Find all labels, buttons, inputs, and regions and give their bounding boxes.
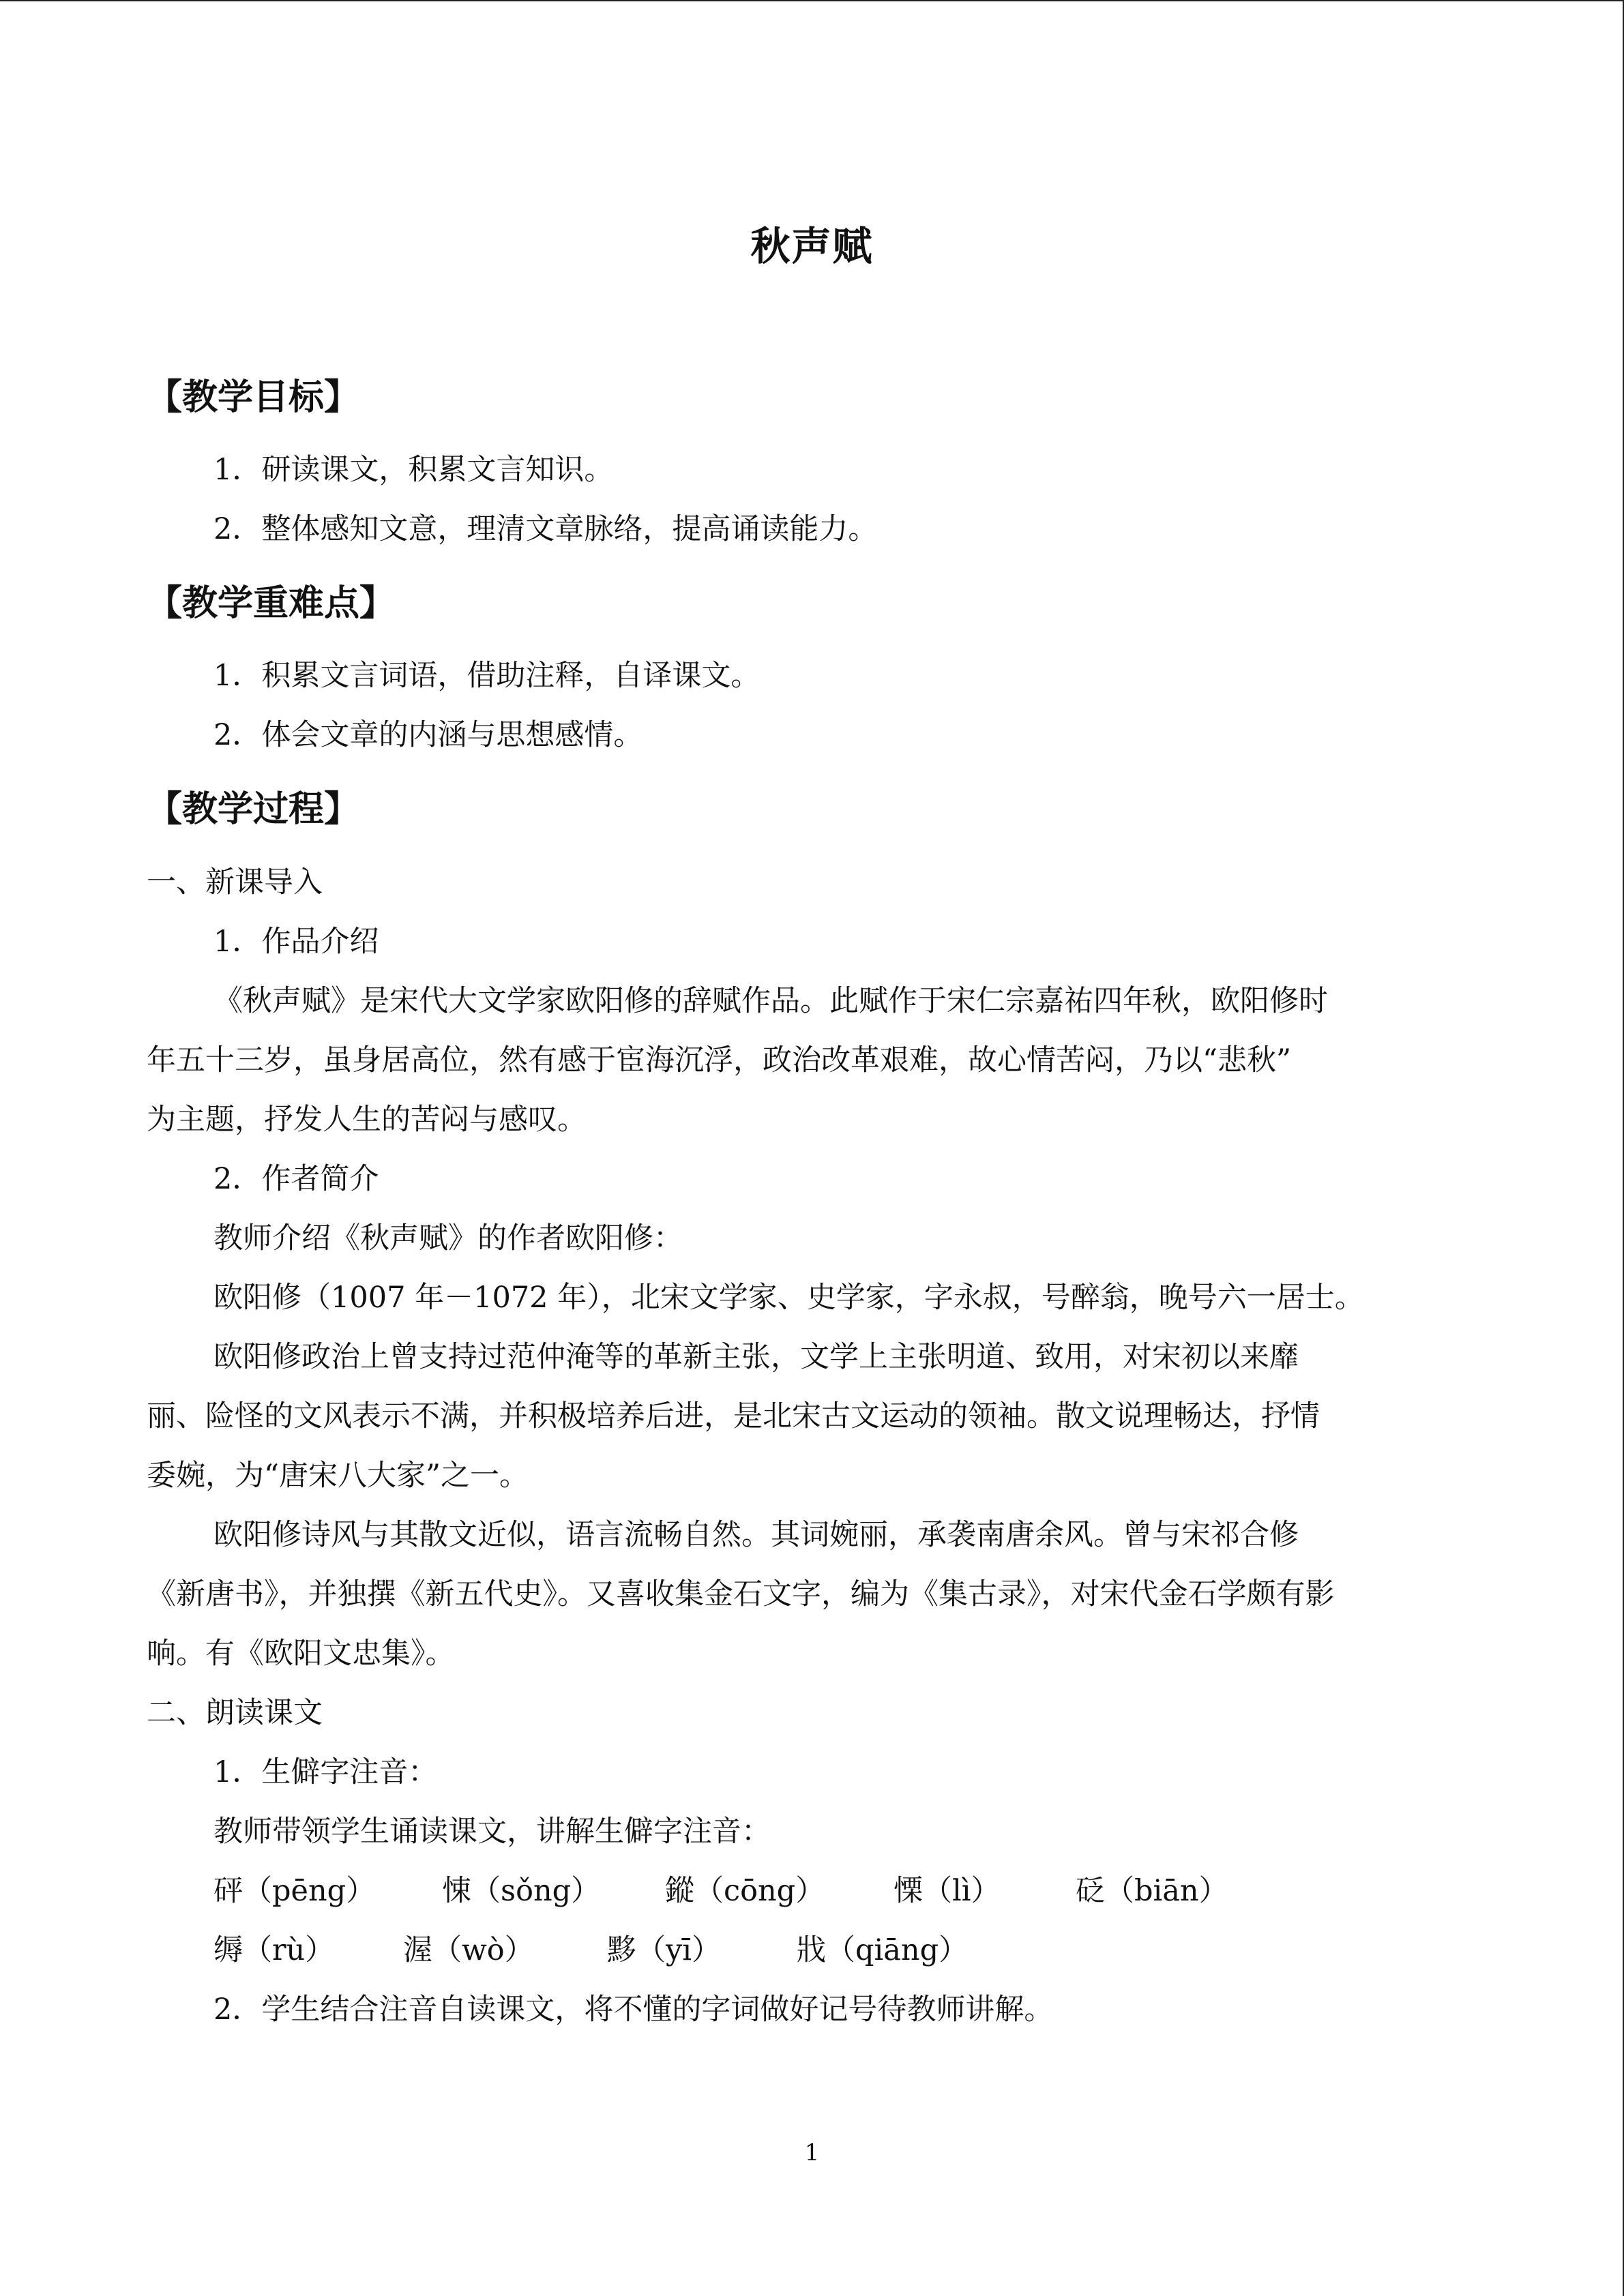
paragraph-line: 教师介绍《秋声赋》的作者欧阳修： bbox=[213, 1221, 683, 1255]
section-heading-goals: 【教学目标】 bbox=[147, 377, 360, 418]
paragraph-line: 《新唐书》，并独撰《新五代史》。又喜收集金石文字，编为《集古录》，对宋代金石学颇有影 bbox=[147, 1577, 1335, 1611]
subheading: 1．生僻字注音： bbox=[213, 1755, 438, 1789]
pinyin-entry: 悚（sǒng） bbox=[442, 1874, 601, 1908]
pinyin-entry: 砭（biān） bbox=[1076, 1874, 1228, 1908]
goal-item: 2．整体感知文意，理清文章脉络，提高诵读能力。 bbox=[213, 512, 878, 546]
part-heading: 二、朗读课文 bbox=[147, 1696, 323, 1730]
subheading: 1．作品介绍 bbox=[213, 925, 379, 959]
paragraph-line: 委婉，为“唐宋八大家”之一。 bbox=[147, 1459, 529, 1493]
paragraph-line: 欧阳修诗风与其散文近似，语言流畅自然。其词婉丽，承袭南唐余风。曾与宋祁合修 bbox=[213, 1518, 1299, 1552]
page-number: 1 bbox=[804, 2139, 820, 2166]
goal-item: 1．研读课文，积累文言知识。 bbox=[213, 453, 614, 487]
key-point-item: 2．体会文章的内涵与思想感情。 bbox=[213, 718, 643, 752]
paragraph-line: 教师带领学生诵读课文，讲解生僻字注音： bbox=[213, 1815, 771, 1849]
paragraph-line: 欧阳修（1007 年－1072 年），北宋文学家、史学家，字永叔，号醉翁，晚号六一居士。 bbox=[213, 1281, 1364, 1315]
paragraph-line: 为主题，抒发人生的苦闷与感叹。 bbox=[147, 1103, 587, 1137]
pinyin-entry: 鏦（cōng） bbox=[665, 1874, 825, 1908]
pinyin-entry: 慄（lì） bbox=[894, 1874, 1001, 1908]
pinyin-entry: 缛（rù） bbox=[213, 1933, 335, 1967]
section-heading-process: 【教学过程】 bbox=[147, 789, 360, 830]
paragraph-line: 欧阳修政治上曾支持过范仲淹等的革新主张，文学上主张明道、致用，对宋初以来靡 bbox=[213, 1340, 1299, 1374]
paragraph-line: 响。有《欧阳文忠集》。 bbox=[147, 1637, 455, 1671]
pinyin-entry: 戕（qiāng） bbox=[797, 1933, 969, 1967]
pinyin-entry: 黟（yī） bbox=[607, 1933, 722, 1967]
document-title: 秋声赋 bbox=[750, 223, 874, 269]
part-heading: 一、新课导入 bbox=[147, 865, 323, 899]
subheading: 2．作者简介 bbox=[213, 1162, 379, 1196]
paragraph-line: 年五十三岁，虽身居高位，然有感于宦海沉浮，政治改革艰难，故心情苦闷，乃以“悲秋” bbox=[147, 1043, 1291, 1077]
pinyin-entry: 砰（pēng） bbox=[213, 1874, 376, 1908]
pinyin-entry: 渥（wò） bbox=[403, 1933, 534, 1967]
subheading: 2．学生结合注音自读课文，将不懂的字词做好记号待教师讲解。 bbox=[213, 1993, 1054, 2027]
section-heading-key-points: 【教学重难点】 bbox=[147, 583, 396, 624]
paragraph-line: 丽、险怪的文风表示不满，并积极培养后进，是北宋古文运动的领袖。散文说理畅达，抒情 bbox=[147, 1399, 1320, 1433]
paragraph-line: 《秋声赋》是宋代大文学家欧阳修的辞赋作品。此赋作于宋仁宗嘉祐四年秋，欧阳修时 bbox=[213, 984, 1328, 1018]
key-point-item: 1．积累文言词语，借助注释，自译课文。 bbox=[213, 659, 761, 693]
